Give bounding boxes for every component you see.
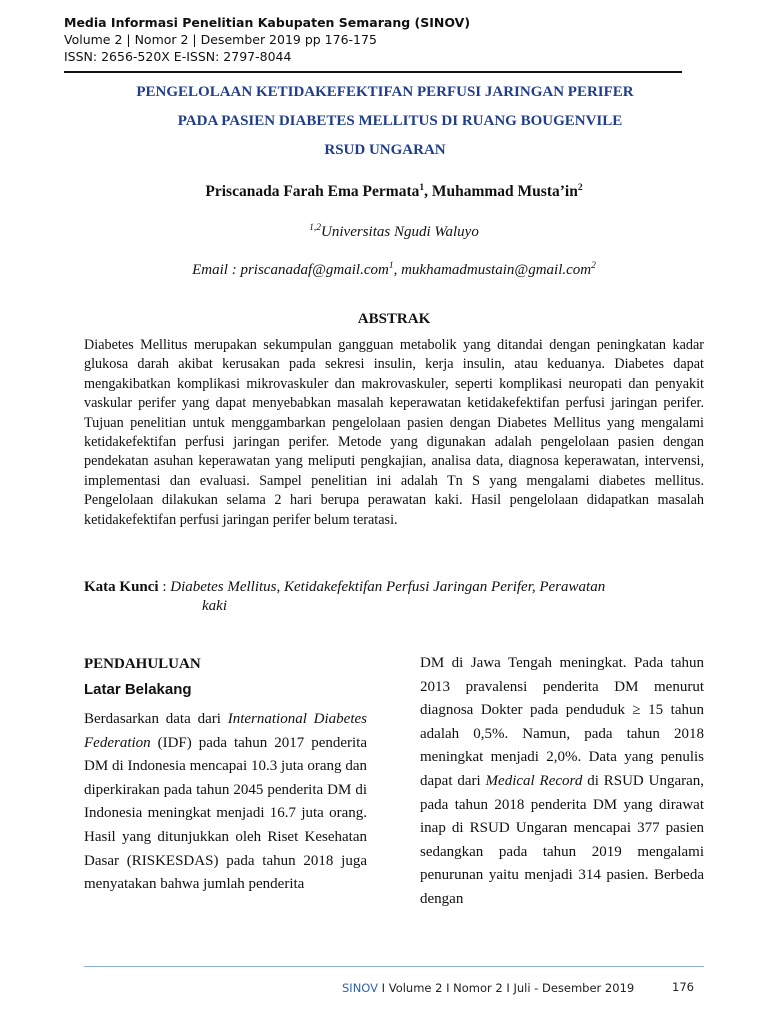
keywords-text: Diabetes Mellitus, Ketidakefektifan Perfusi Jaringan Perifer, Perawatan (170, 579, 606, 595)
footer-text: I Volume 2 I Nomor 2 I Juli - Desember 2019 (378, 981, 635, 995)
volume-line: Volume 2 | Nomor 2 | Desember 2019 pp 176-175 (64, 32, 377, 47)
right-column (420, 652, 704, 912)
affiliation-sup: 1,2 (309, 223, 322, 233)
title-line-1: PENGELOLAAN KETIDAKEFEKTIFAN PERFUSI JARINGAN PERIFER (136, 84, 634, 100)
intro-p2-italic: Medical Record (485, 772, 583, 789)
header-rule (64, 71, 682, 73)
author-list (84, 183, 704, 201)
author-1-affil: 1 (419, 183, 425, 193)
page-footer (342, 981, 634, 995)
keywords-text-cont: kaki (202, 598, 227, 614)
paper-title (80, 78, 690, 165)
intro-p1-b: (IDF) pada tahun 2017 penderita DM di Indonesia mencapai 10.3 juta orang dan diperkirakan pada tahun 2045 penderita DM di Indonesia meningkat menjadi 16.7 juta orang. Hasil yang ditunjukkan oleh Riset Kesehatan Dasar (RISKESDAS) pada tahun 2018 juga menyatakan bahwa jumlah penderita (84, 734, 367, 893)
author-1: Priscanada Farah Ema Permata (205, 183, 420, 201)
subsection-heading: Latar Belakang (84, 681, 192, 698)
title-line-3: RSUD UNGARAN (324, 142, 446, 158)
author-2-affil: 2 (577, 183, 583, 193)
journal-header (64, 14, 684, 65)
keywords-label: Kata Kunci (84, 579, 159, 595)
intro-p2-a: DM di Jawa Tengah meningkat. Pada tahun 2013 pravalensi penderita DM menurut diagnosa Dokter pada penduduk ≥ 15 tahun adalah 0,5%. Namun, pada tahun 2018 meningkat menjadi 2,0%. Data yang penulis dapat dari (420, 655, 704, 789)
intro-p1-italic: International Diabetes Federation (84, 711, 367, 751)
issn-line: ISSN: 2656-520X E-ISSN: 2797-8044 (64, 49, 292, 64)
keywords (84, 578, 704, 616)
affiliation (84, 223, 704, 241)
left-column (84, 652, 367, 897)
journal-name: Media Informasi Penelitian Kabupaten Semarang (SINOV) (64, 15, 471, 30)
email-2[interactable]: mukhamadmustain@gmail.com (401, 262, 592, 278)
email-prefix: Email : (192, 262, 241, 278)
intro-paragraph-1 (84, 708, 367, 897)
intro-p2-b: di RSUD Ungaran, pada tahun 2018 penderita DM yang dirawat inap di RSUD Ungaran mencapai 377 pasien sedangkan pada tahun 2019 mengalami penurunan yaitu menjadi 314 pasien. Berbeda dengan (420, 772, 705, 907)
affiliation-name: Universitas Ngudi Waluyo (321, 224, 479, 240)
footer-brand: SINOV (342, 981, 379, 995)
intro-paragraph-2 (420, 652, 704, 912)
author-separator: , (424, 183, 432, 201)
page-number: 176 (672, 980, 694, 994)
abstract-text: Diabetes Mellitus merupakan sekumpulan gangguan metabolik yang ditandai dengan peningkatan kadar glukosa darah akibat kerusakan pada sekresi insulin, kerja insulin, atau keduanya. Diabetes dapat mengakibatkan komplikasi mikrovaskuler dan makrovaskuler, seperti komplikasi neuropati dan penyakit vaskular perifer yang dapat menyebabkan masalah keperawatan ketidakefektifan perfusi jaringan perifer. Tujuan penelitian untuk menggambarkan pengelolaan pasien dengan Diabetes Mellitus yang mengalami ketidakefektifan perfusi jaringan perifer. Metode yang digunakan adalah pengelolaan pasien dengan pendekatan asuhan keperawatan yang meliputi pengkajian, analisa data, diagnosa keperawatan, intervensi, implementasi dan evaluasi. Sampel penelitian ini adalah Tn S yang mengalami diabetes mellitus. Pengelolaan dilakukan selama 2 hari berupa perawatan kaki. Hasil pengelolaan didapatkan masalah ketidakefektifan perfusi jaringan perifer belum teratasi. (84, 337, 704, 528)
email-separator: , (393, 262, 402, 278)
email-1-sup: 1 (388, 261, 394, 271)
abstract-heading: ABSTRAK (357, 311, 431, 327)
keywords-colon: : (158, 579, 171, 595)
intro-p1-a: Berdasarkan data dari (84, 711, 228, 727)
section-heading: PENDAHULUAN (84, 656, 201, 672)
email-2-sup: 2 (591, 261, 596, 271)
email-line (84, 261, 704, 279)
footer-rule (84, 966, 704, 967)
title-line-2: PADA PASIEN DIABETES MELLITUS DI RUANG BOUGENVILE (177, 113, 623, 129)
author-2: Muhammad Musta’in (431, 183, 578, 201)
email-1[interactable]: priscanadaf@gmail.com (240, 262, 389, 278)
